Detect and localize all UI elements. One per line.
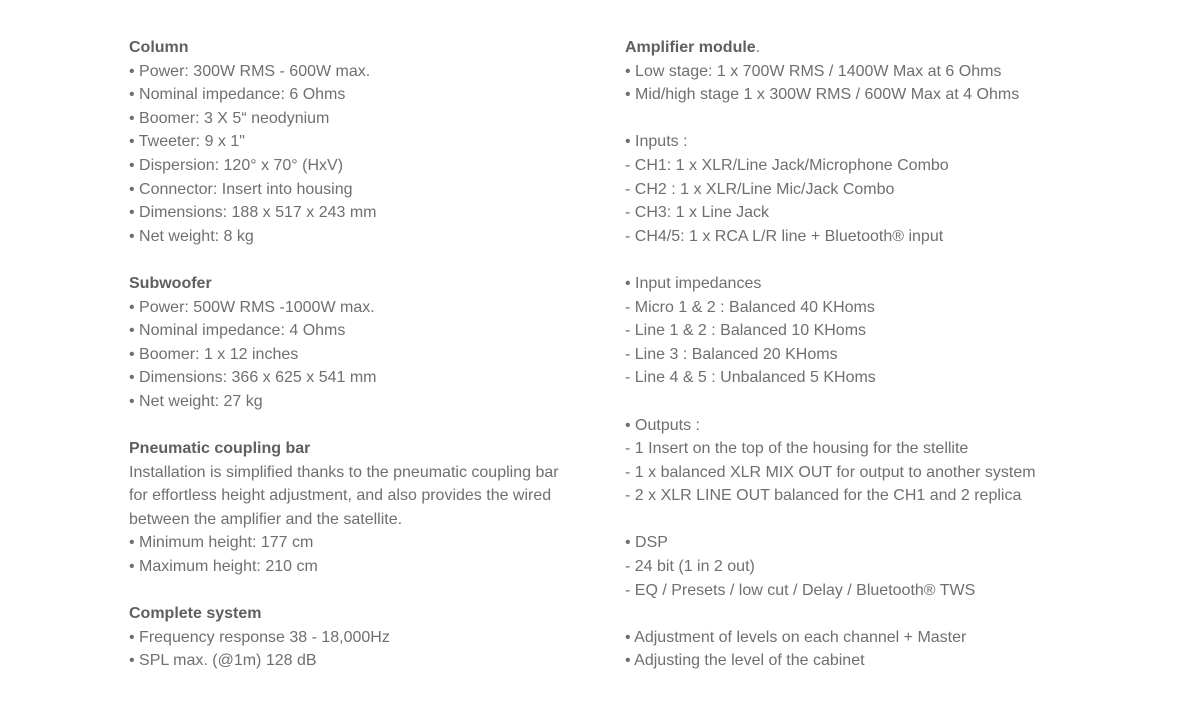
- spec-item: • Boomer: 3 X 5“ neodynium: [129, 109, 330, 127]
- spec-item: • Nominal impedance: 4 Ohms: [129, 322, 346, 340]
- description-line: for effortless height adjustment, and also provides the wired: [129, 487, 552, 505]
- spec-item: • DSP: [625, 534, 668, 552]
- subwoofer-section: [129, 272, 609, 414]
- spec-item: • Boomer: 1 x 12 inches: [129, 345, 299, 363]
- column-section: [129, 36, 609, 248]
- outputs-section: [625, 414, 1145, 508]
- spec-item: • Net weight: 27 kg: [129, 392, 263, 410]
- spec-item: • Power: 300W RMS - 600W max.: [129, 62, 371, 80]
- inputs-section: [625, 130, 1145, 248]
- description-line: between the amplifier and the satellite.: [129, 510, 403, 528]
- spec-item: • Mid/high stage 1 x 300W RMS / 600W Max at 4 Ohms: [625, 86, 1020, 104]
- spec-item: • Dispersion: 120° x 70° (HxV): [129, 156, 344, 174]
- spec-item: - EQ / Presets / low cut / Delay / Bluetooth® TWS: [625, 581, 976, 599]
- subwoofer-heading: Subwoofer: [129, 274, 212, 292]
- spec-item: • Input impedances: [625, 274, 762, 292]
- spec-item: • Maximum height: 210 cm: [129, 558, 318, 576]
- spec-item: • Minimum height: 177 cm: [129, 534, 314, 552]
- spec-item: - Line 1 & 2 : Balanced 10 KHoms: [625, 322, 867, 340]
- spec-item: • Adjustment of levels on each channel + Master: [625, 628, 967, 646]
- right-column: [625, 36, 1145, 673]
- spec-item: • Frequency response 38 - 18,000Hz: [129, 628, 390, 646]
- spec-item: - 1 x balanced XLR MIX OUT for output to another system: [625, 463, 1036, 481]
- amplifier-heading-suffix: .: [755, 39, 761, 56]
- spec-item: • Low stage: 1 x 700W RMS / 1400W Max at 6 Ohms: [625, 62, 1002, 80]
- spec-item: - Line 3 : Balanced 20 KHoms: [625, 345, 838, 363]
- adjustments-section: [625, 626, 1145, 673]
- spec-item: • Dimensions: 188 x 517 x 243 mm: [129, 204, 377, 222]
- dsp-section: [625, 531, 1145, 602]
- coupling-bar-section: [129, 437, 609, 579]
- input-impedances-section: [625, 272, 1145, 390]
- spec-item: - CH3: 1 x Line Jack: [625, 204, 770, 222]
- spec-item: • Net weight: 8 kg: [129, 227, 254, 245]
- spec-item: - CH2 : 1 x XLR/Line Mic/Jack Combo: [625, 180, 895, 198]
- spec-item: • Power: 500W RMS -1000W max.: [129, 298, 375, 316]
- spec-item: - Line 4 & 5 : Unbalanced 5 KHoms: [625, 369, 876, 387]
- spec-item: • Connector: Insert into housing: [129, 180, 353, 198]
- spec-item: • Inputs :: [625, 133, 688, 151]
- amplifier-heading: Amplifier module: [625, 39, 756, 56]
- spec-item: - 24 bit (1 in 2 out): [625, 558, 755, 576]
- column-heading: Column: [129, 39, 189, 56]
- spec-item: - 1 Insert on the top of the housing for the stellite: [625, 440, 969, 458]
- coupling-bar-heading: Pneumatic coupling bar: [129, 440, 311, 458]
- spec-item: • Adjusting the level of the cabinet: [625, 652, 865, 670]
- complete-system-section: [129, 602, 609, 673]
- spec-item: - CH1: 1 x XLR/Line Jack/Microphone Combo: [625, 156, 949, 174]
- spec-item: • Tweeter: 9 x 1": [129, 133, 245, 151]
- spec-item: • Nominal impedance: 6 Ohms: [129, 86, 346, 104]
- spec-item: • Outputs :: [625, 416, 700, 434]
- spec-item: • SPL max. (@1m) 128 dB: [129, 652, 317, 670]
- amplifier-heading-line: [625, 36, 1145, 60]
- amplifier-section: [625, 36, 1145, 107]
- spec-item: - CH4/5: 1 x RCA L/R line + Bluetooth® input: [625, 227, 944, 245]
- left-column: [129, 36, 609, 673]
- spec-item: - 2 x XLR LINE OUT balanced for the CH1 and 2 replica: [625, 487, 1022, 505]
- spec-item: - Micro 1 & 2 : Balanced 40 KHoms: [625, 298, 875, 316]
- complete-system-heading: Complete system: [129, 605, 262, 623]
- spec-item: • Dimensions: 366 x 625 x 541 mm: [129, 369, 377, 387]
- description-line: Installation is simplified thanks to the pneumatic coupling bar: [129, 463, 559, 481]
